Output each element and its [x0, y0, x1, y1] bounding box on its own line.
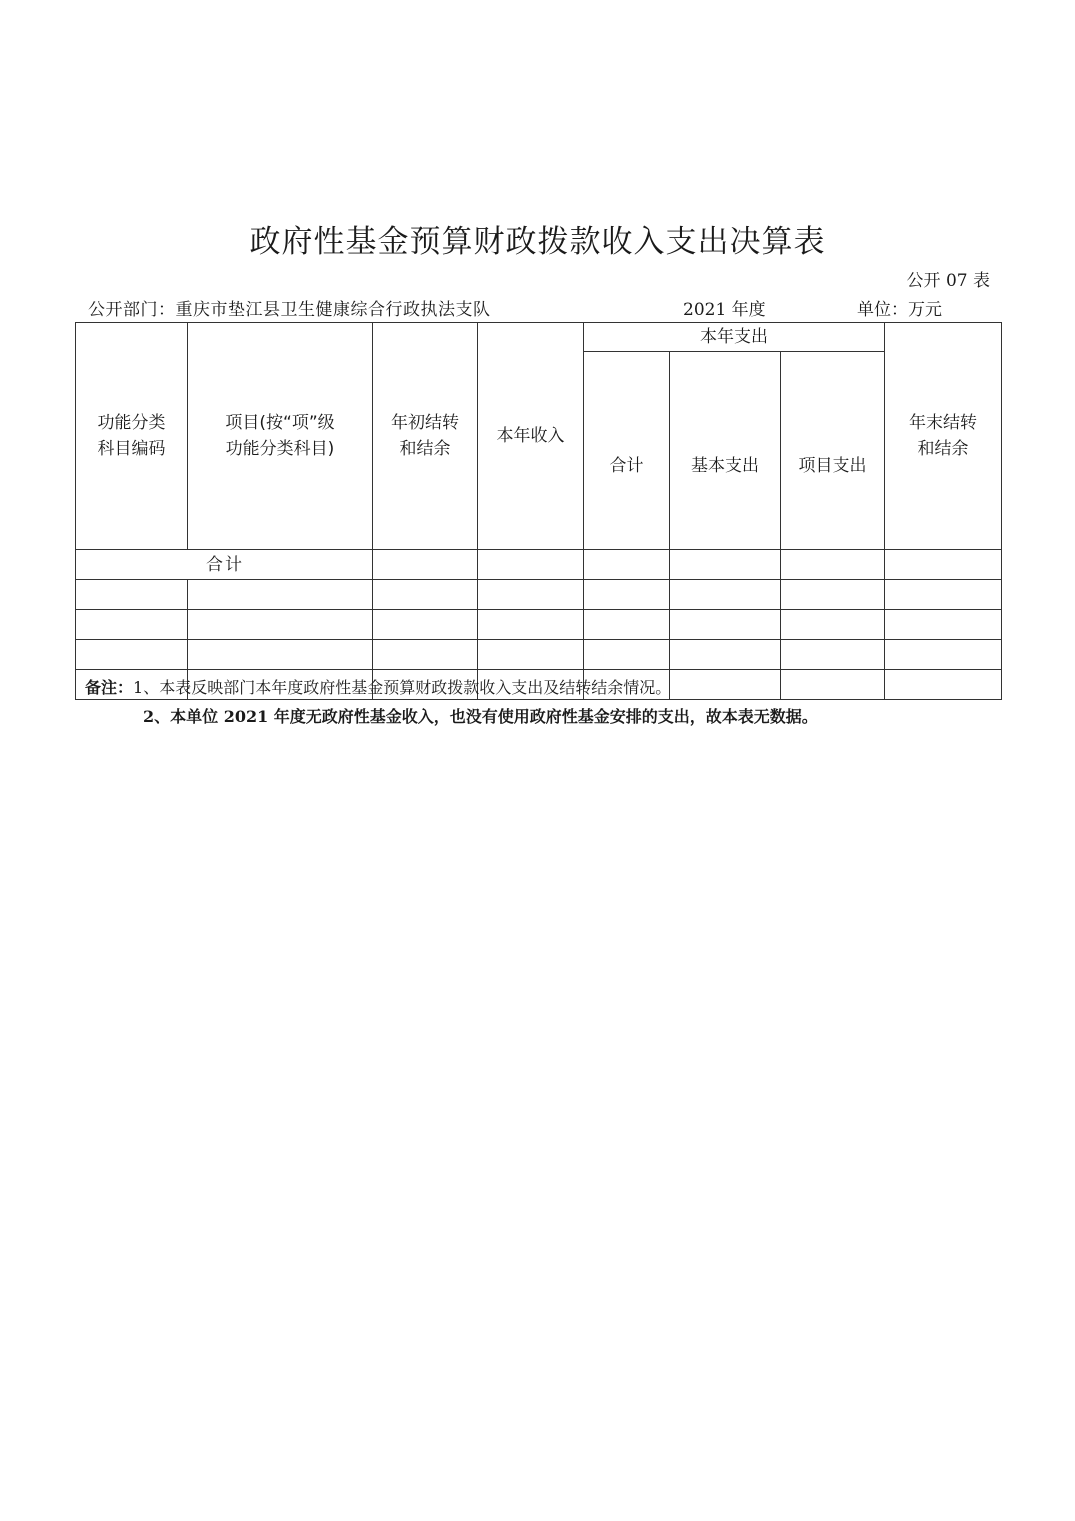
note-label: 备注： [85, 678, 134, 697]
fiscal-year: 2021 年度 [683, 300, 766, 320]
header-expense-project: 项目支出 [781, 352, 885, 550]
table-cell [885, 550, 1002, 580]
table-cell [188, 580, 373, 610]
table-cell [584, 640, 670, 670]
form-number: 公开 07 表 [906, 271, 990, 291]
table-row [76, 580, 1002, 610]
header-expense-basic: 基本支出 [670, 352, 781, 550]
table-cell [584, 550, 670, 580]
table-row-total [76, 550, 1002, 580]
unit-label: 单位：万元 [857, 300, 942, 320]
header-code: 功能分类 科目编码 [76, 323, 188, 550]
table-cell [885, 640, 1002, 670]
table-cell [76, 580, 188, 610]
table-cell [781, 640, 885, 670]
table-cell [188, 610, 373, 640]
table-cell [76, 640, 188, 670]
note-text-1: 1、本表反映部门本年度政府性基金预算财政拨款收入支出及结转结余情况。 [133, 678, 672, 697]
table-cell [885, 670, 1002, 700]
table-cell [478, 550, 584, 580]
table-cell [670, 580, 781, 610]
header-end-balance: 年末结转 和结余 [885, 323, 1002, 550]
table-cell [670, 640, 781, 670]
table-cell [373, 610, 478, 640]
table-cell [478, 610, 584, 640]
note-text-2: 2、本单位 2021 年度无政府性基金收入，也没有使用政府性基金安排的支出，故本表无数据。 [143, 707, 818, 726]
page-title: 政府性基金预算财政拨款收入支出决算表 [249, 224, 826, 260]
header-expense-total: 合计 [584, 352, 670, 550]
budget-table [75, 322, 1002, 700]
table-cell [188, 640, 373, 670]
table-cell [373, 640, 478, 670]
notes [85, 673, 818, 731]
table-cell [584, 610, 670, 640]
table-row [76, 640, 1002, 670]
header-income: 本年收入 [478, 323, 584, 550]
table-cell [584, 580, 670, 610]
table-cell [885, 610, 1002, 640]
table-cell [478, 580, 584, 610]
table-cell [373, 550, 478, 580]
header-item: 项目(按“项”级 功能分类科目) [188, 323, 373, 550]
table-cell [885, 580, 1002, 610]
table-cell [373, 580, 478, 610]
table-row [76, 610, 1002, 640]
table-cell [670, 550, 781, 580]
header-begin-balance: 年初结转 和结余 [373, 323, 478, 550]
table-cell [781, 610, 885, 640]
table-cell [76, 610, 188, 640]
department-label: 公开部门：重庆市垫江县卫生健康综合行政执法支队 [88, 300, 491, 320]
header-expense-group: 本年支出 [584, 323, 885, 352]
table-cell [781, 580, 885, 610]
table-cell [478, 640, 584, 670]
table-cell [781, 550, 885, 580]
table-cell [670, 610, 781, 640]
total-label: 合计 [76, 550, 373, 580]
note-line-1 [85, 673, 818, 702]
